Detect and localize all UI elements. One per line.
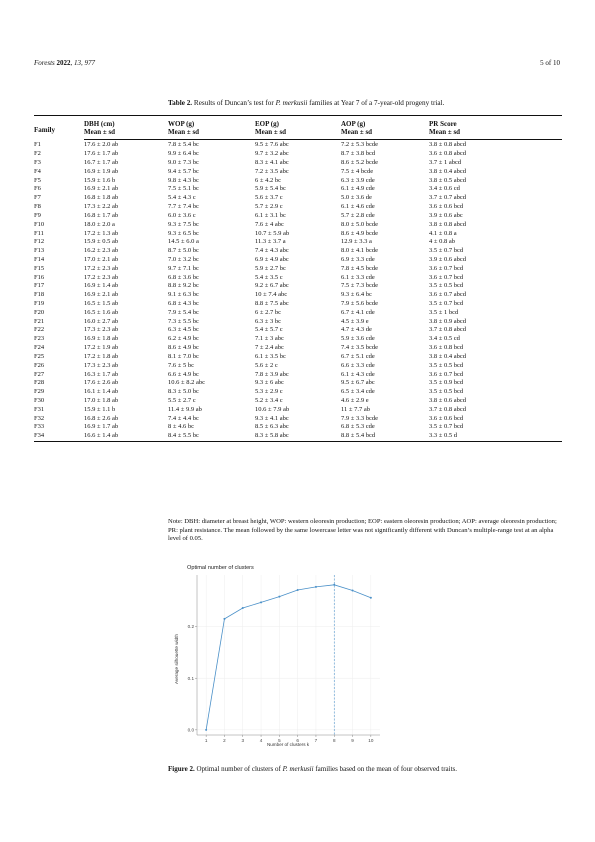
value-cell: 15.9 ± 0.5 ab [84, 238, 119, 246]
value-cell: 7.7 ± 7.4 bc [168, 203, 199, 211]
value-cell: 3.9 ± 0.6 abc [429, 211, 463, 219]
value-cell: 7.5 ± 5.1 bc [168, 185, 199, 193]
family-cell: F28 [34, 379, 45, 387]
value-cell: 17.0 ± 1.8 ab [84, 396, 119, 404]
value-cell: 5.4 ± 4.3 c [168, 194, 196, 202]
journal-year: 2022 [56, 59, 71, 67]
value-cell: 7.9 ± 5.6 bcde [341, 300, 378, 308]
data-point [315, 586, 317, 588]
value-cell: 3.6 ± 0.7 bcd [429, 264, 464, 272]
table-row [34, 177, 562, 186]
value-cell: 8.7 ± 3.8 bcd [341, 150, 376, 158]
value-cell: 6.8 ± 3.6 bc [168, 273, 199, 281]
table-caption [168, 99, 568, 107]
data-point [370, 597, 372, 599]
figure-caption-text-end: families based on the mean of four observed traits. [313, 765, 458, 773]
value-cell: 3.8 ± 0.9 abcd [429, 317, 466, 325]
data-point [223, 618, 225, 620]
table-caption-text-end: families at Year 7 of a 7-year-old progeny trial. [307, 99, 445, 107]
value-cell: 3.4 ± 0.6 cd [429, 185, 460, 193]
value-cell: 4.1 ± 0.8 a [429, 229, 457, 237]
family-cell: F21 [34, 317, 45, 325]
value-cell: 6.2 ± 4.9 bc [168, 335, 199, 343]
value-cell: 9.3 ± 4.1 abc [255, 414, 289, 422]
family-cell: F16 [34, 273, 45, 281]
table-note: Note: DBH: diameter at breast height, WOP: western oleoresin production; EOP: eastern oleoresin production; AOP: average oleoresin production; PR: plant resistance. The mean followed by the same lowercase letter was not significantly different with Duncan’s multiple-range test at an alpha level of 0.05. [168, 518, 557, 543]
chart-ylabel: Average silhouette width [174, 634, 179, 684]
value-cell: 7.4 ± 3.5 bcde [341, 344, 378, 352]
table-row [34, 212, 562, 221]
value-cell: 3.6 ± 0.6 bcd [429, 414, 464, 422]
x-tick-label: 10 [368, 738, 374, 743]
value-cell: 6.8 ± 5.3 cde [341, 423, 375, 431]
table-row [34, 344, 562, 353]
x-tick-label: 7 [314, 738, 318, 743]
value-cell: 6.8 ± 4.3 bc [168, 300, 199, 308]
family-cell: F8 [34, 203, 41, 211]
value-cell: 16.5 ± 1.5 ab [84, 300, 119, 308]
column-header-wop: WOP (g) [168, 120, 195, 128]
value-cell: 9.8 ± 4.3 bc [168, 176, 199, 184]
value-cell: 9.9 ± 6.4 bc [168, 150, 199, 158]
table-row [34, 362, 562, 371]
value-cell: 4.6 ± 2.9 e [341, 396, 369, 404]
value-cell: 17.3 ± 2.3 ab [84, 326, 119, 334]
value-cell: 6.9 ± 4.9 abc [255, 255, 289, 263]
value-cell: 6.6 ± 4.9 bc [168, 370, 199, 378]
family-cell: F2 [34, 150, 41, 158]
value-cell: 3.5 ± 0.5 bcd [429, 388, 464, 396]
running-header-journal [34, 59, 95, 67]
table-row [34, 388, 562, 397]
value-cell: 6.9 ± 3.3 cde [341, 255, 375, 263]
page-number: 5 of 10 [540, 59, 560, 67]
value-cell: 9.7 ± 7.1 bc [168, 264, 199, 272]
value-cell: 4 ± 0.8 ab [429, 238, 455, 246]
value-cell: 7.3 ± 5.5 bc [168, 317, 199, 325]
table-row [34, 423, 562, 432]
table-row [34, 397, 562, 406]
value-cell: 3.5 ± 0.9 bcd [429, 379, 464, 387]
table-row [34, 256, 562, 265]
value-cell: 5.9 ± 3.6 cde [341, 335, 375, 343]
value-cell: 6.1 ± 4.6 cde [341, 203, 375, 211]
value-cell: 3.6 ± 0.7 bcd [429, 273, 464, 281]
value-cell: 3.6 ± 0.8 abcd [429, 150, 466, 158]
value-cell: 5.4 ± 5.7 c [255, 326, 283, 334]
value-cell: 10.6 ± 8.2 abc [168, 379, 205, 387]
figure-species-name: P. merkusii [282, 765, 314, 773]
family-cell: F10 [34, 220, 45, 228]
value-cell: 6.1 ± 3.1 bc [255, 211, 286, 219]
family-cell: F9 [34, 211, 41, 219]
data-point [297, 589, 299, 591]
column-subheader: Mean ± sd [84, 128, 168, 140]
value-cell: 3.5 ± 1 bcd [429, 308, 459, 316]
table-body [34, 140, 562, 442]
table-row [34, 371, 562, 380]
value-cell: 8.3 ± 5.8 abc [255, 432, 341, 441]
table-row [34, 335, 562, 344]
value-cell: 7 ± 2.4 abc [255, 344, 284, 352]
value-cell: 10.6 ± 7.9 ab [255, 405, 290, 413]
value-cell: 16.9 ± 1.4 ab [84, 282, 119, 290]
value-cell: 6.3 ± 3.9 cde [341, 176, 375, 184]
value-cell: 3.8 ± 0.5 abcd [429, 176, 466, 184]
value-cell: 7.5 ± 4 bcde [341, 167, 374, 175]
value-cell: 7.6 ± 5 bc [168, 361, 194, 369]
value-cell: 6.5 ± 3.4 cde [341, 388, 375, 396]
x-tick-label: 9 [351, 738, 354, 743]
table-row [34, 291, 562, 300]
value-cell: 18.0 ± 2.0 a [84, 220, 115, 228]
family-cell: F30 [34, 396, 45, 404]
value-cell: 7.5 ± 7.3 bcde [341, 282, 378, 290]
data-point [278, 596, 280, 598]
value-cell: 3.8 ± 0.6 abcd [429, 396, 466, 404]
value-cell: 5.9 ± 5.4 bc [255, 185, 286, 193]
value-cell: 16.9 ± 1.7 ab [84, 423, 119, 431]
value-cell: 5.3 ± 2.9 c [255, 388, 283, 396]
value-cell: 3.7 ± 0.8 abcd [429, 405, 466, 413]
table-row [34, 300, 562, 309]
value-cell: 9.5 ± 6.7 abc [341, 379, 375, 387]
value-cell: 8 ± 4.6 bc [168, 423, 194, 431]
value-cell: 3.8 ± 0.8 abcd [429, 220, 466, 228]
x-tick-label: 2 [223, 738, 226, 743]
value-cell: 17.2 ± 2.3 ab [84, 273, 119, 281]
value-cell: 17.3 ± 2.3 ab [84, 361, 119, 369]
column-header-eop: EOP (g) [255, 120, 279, 128]
table-row [34, 150, 562, 159]
value-cell: 17.2 ± 1.3 ab [84, 229, 119, 237]
value-cell: 8.5 ± 6.3 abc [255, 423, 289, 431]
value-cell: 8.6 ± 4.9 bc [168, 344, 199, 352]
family-cell: F18 [34, 291, 45, 299]
table-row [34, 230, 562, 239]
value-cell: 6.3 ± 3 bc [255, 317, 281, 325]
family-cell: F11 [34, 229, 44, 237]
table-row [34, 238, 562, 247]
family-cell: F27 [34, 370, 45, 378]
value-cell: 6 ± 2.7 bc [255, 308, 281, 316]
data-point [242, 607, 244, 609]
value-cell: 7.8 ± 3.9 abc [255, 370, 289, 378]
table-row [34, 274, 562, 283]
value-cell: 8.8 ± 7.5 abc [255, 300, 289, 308]
value-cell: 16.7 ± 1.7 ab [84, 159, 119, 167]
table-row [34, 406, 562, 415]
family-cell: F24 [34, 344, 45, 352]
value-cell: 17.2 ± 1.8 ab [84, 352, 119, 360]
value-cell: 17.6 ± 1.7 ab [84, 150, 119, 158]
figure-label: Figure 2. [168, 765, 195, 773]
value-cell: 10.7 ± 5.9 ab [255, 229, 290, 237]
value-cell: 8.8 ± 5.4 bcd [341, 432, 429, 441]
value-cell: 5.7 ± 2.9 c [255, 203, 283, 211]
chart-xlabel: Number of clusters k [266, 742, 310, 747]
table-row [34, 379, 562, 388]
value-cell: 7.2 ± 5.3 bcde [341, 141, 378, 149]
table-row [34, 353, 562, 362]
value-cell: 8.0 ± 5.0 bcde [341, 220, 378, 228]
value-cell: 7.2 ± 3.5 abc [255, 167, 289, 175]
chart-title: Optimal number of clusters [187, 565, 254, 571]
family-cell: F25 [34, 352, 45, 360]
value-cell: 3.4 ± 0.5 cd [429, 335, 460, 343]
column-subheader: Mean ± sd [255, 128, 341, 140]
value-cell: 9.3 ± 7.5 bc [168, 220, 199, 228]
family-cell: F19 [34, 300, 45, 308]
value-cell: 17.6 ± 2.6 ab [84, 379, 119, 387]
value-cell: 8.1 ± 7.0 bc [168, 352, 199, 360]
species-name: P. merkusii [275, 99, 308, 107]
family-cell: F1 [34, 141, 41, 149]
value-cell: 8.7 ± 5.0 bc [168, 247, 199, 255]
value-cell: 8.6 ± 4.9 bcde [341, 229, 378, 237]
family-cell: F15 [34, 264, 45, 272]
value-cell: 10 ± 7.4 abc [255, 291, 288, 299]
value-cell: 15.9 ± 1.1 b [84, 405, 116, 413]
value-cell: 6.0 ± 3.6 c [168, 211, 196, 219]
value-cell: 9.5 ± 7.6 abc [255, 141, 289, 149]
x-tick-label: 5 [278, 738, 281, 743]
table-row [34, 185, 562, 194]
column-header-pr: PR Score [429, 120, 457, 128]
table-row [34, 140, 562, 150]
family-cell: F20 [34, 308, 45, 316]
table-row [34, 159, 562, 168]
table-row [34, 221, 562, 230]
value-cell: 8.3 ± 5.0 bc [168, 388, 199, 396]
value-cell: 7.4 ± 4.4 bc [168, 414, 199, 422]
family-cell: F17 [34, 282, 45, 290]
value-cell: 8.6 ± 5.2 bcde [341, 159, 378, 167]
value-cell: 17.6 ± 2.0 ab [84, 141, 119, 149]
value-cell: 3.7 ± 1 abcd [429, 159, 462, 167]
silhouette-chart [168, 559, 388, 749]
family-cell: F4 [34, 167, 41, 175]
column-header-dbh: DBH (cm) [84, 120, 115, 128]
family-cell: F3 [34, 159, 41, 167]
value-cell: 9.3 ± 6 abc [255, 379, 284, 387]
data-point [205, 729, 207, 731]
value-cell: 3.9 ± 0.6 abcd [429, 255, 466, 263]
journal-name: Forests [34, 59, 55, 67]
value-cell: 8.0 ± 4.1 bcde [341, 247, 378, 255]
value-cell: 17.0 ± 2.1 ab [84, 255, 119, 263]
value-cell: 16.1 ± 1.4 ab [84, 388, 119, 396]
value-cell: 16.0 ± 2.7 ab [84, 317, 119, 325]
value-cell: 9.7 ± 3.2 abc [255, 150, 289, 158]
value-cell: 3.6 ± 0.8 bcd [429, 344, 464, 352]
value-cell: 6.6 ± 3.3 cde [341, 361, 375, 369]
x-tick-label: 8 [332, 738, 336, 743]
column-header-aop: AOP (g) [341, 120, 366, 128]
table-row [34, 194, 562, 203]
family-cell: F33 [34, 423, 45, 431]
value-cell: 5.0 ± 3.6 de [341, 194, 372, 202]
value-cell: 7.9 ± 5.4 bc [168, 308, 199, 316]
value-cell: 3.8 ± 0.8 abcd [429, 141, 466, 149]
data-point [352, 589, 354, 591]
value-cell: 9.3 ± 6.5 bc [168, 229, 199, 237]
value-cell: 11.4 ± 9.9 ab [168, 405, 202, 413]
value-cell: 16.2 ± 2.3 ab [84, 247, 119, 255]
family-cell: F14 [34, 255, 45, 263]
y-tick-label: 0.0 [187, 727, 194, 733]
value-cell: 16.5 ± 1.6 ab [84, 308, 119, 316]
value-cell: 3.5 ± 0.7 bcd [429, 247, 464, 255]
value-cell: 3.6 ± 0.7 abcd [429, 291, 466, 299]
value-cell: 5.6 ± 3.7 c [255, 194, 283, 202]
value-cell: 3.8 ± 0.4 abcd [429, 167, 466, 175]
value-cell: 8.8 ± 9.2 bc [168, 282, 199, 290]
value-cell: 11.3 ± 3.7 a [255, 238, 286, 246]
journal-volume: , 13, 977 [70, 59, 95, 67]
family-cell: F13 [34, 247, 45, 255]
value-cell: 17.2 ± 1.9 ab [84, 344, 119, 352]
value-cell: 9.3 ± 6.4 bc [341, 291, 372, 299]
family-cell: F7 [34, 194, 41, 202]
value-cell: 6.7 ± 4.1 cde [341, 308, 375, 316]
table-row [34, 318, 562, 327]
value-cell: 6.3 ± 4.5 bc [168, 326, 199, 334]
value-cell: 16.3 ± 1.7 ab [84, 370, 119, 378]
value-cell: 17.3 ± 2.2 ab [84, 203, 119, 211]
table-row [34, 265, 562, 274]
table-row [34, 282, 562, 291]
value-cell: 3.5 ± 0.5 bcd [429, 361, 464, 369]
column-subheader: Mean ± sd [429, 128, 562, 140]
value-cell: 6.1 ± 3.3 cde [341, 273, 375, 281]
table-row [34, 415, 562, 424]
value-cell: 3.6 ± 0.7 bcd [429, 370, 464, 378]
value-cell: 15.9 ± 1.6 b [84, 176, 116, 184]
value-cell: 16.9 ± 2.1 ab [84, 185, 119, 193]
x-tick-label: 4 [259, 738, 263, 743]
table-caption-text: Results of Duncan’s test for [192, 99, 276, 107]
value-cell: 7.0 ± 3.2 bc [168, 255, 199, 263]
y-tick-label: 0.1 [187, 675, 194, 681]
chart-plot-area [188, 575, 380, 743]
value-cell: 5.7 ± 2.8 cde [341, 211, 375, 219]
results-table [34, 115, 562, 442]
value-cell: 16.6 ± 1.4 ab [84, 432, 168, 441]
value-cell: 5.5 ± 2.7 c [168, 396, 196, 404]
column-subheader: Mean ± sd [168, 128, 255, 140]
value-cell: 7.8 ± 5.4 bc [168, 141, 199, 149]
value-cell: 5.9 ± 2.7 bc [255, 264, 286, 272]
value-cell: 7.6 ± 4 abc [255, 220, 284, 228]
table-row [34, 247, 562, 256]
value-cell: 3.3 ± 0.5 d [429, 432, 562, 441]
x-tick-label: 6 [296, 738, 299, 743]
value-cell: 3.8 ± 0.4 abcd [429, 352, 466, 360]
value-cell: 9.2 ± 6.7 abc [255, 282, 289, 290]
value-cell: 4.5 ± 3.9 e [341, 317, 369, 325]
family-cell: F6 [34, 185, 41, 193]
value-cell: 3.7 ± 0.8 abcd [429, 326, 466, 334]
value-cell: 16.9 ± 1.9 ab [84, 167, 119, 175]
value-cell: 16.9 ± 2.1 ab [84, 291, 119, 299]
value-cell: 6.7 ± 5.1 cde [341, 352, 375, 360]
figure-caption-text: Optimal number of clusters of [194, 765, 283, 773]
data-point [260, 601, 262, 603]
table-row [34, 432, 562, 441]
value-cell: 8.4 ± 5.5 bc [168, 432, 255, 441]
value-cell: 6.1 ± 3.5 bc [255, 352, 286, 360]
value-cell: 7.4 ± 4.3 abc [255, 247, 289, 255]
family-cell: F23 [34, 335, 45, 343]
value-cell: 11 ± 7.7 ab [341, 405, 370, 413]
value-cell: 5.6 ± 2 c [255, 361, 278, 369]
family-cell: F32 [34, 414, 45, 422]
family-cell: F12 [34, 238, 45, 246]
family-cell: F31 [34, 405, 45, 413]
family-cell: F34 [34, 432, 84, 441]
value-cell: 14.5 ± 6.0 a [168, 238, 199, 246]
value-cell: 16.8 ± 2.6 ab [84, 414, 119, 422]
x-tick-label: 3 [241, 738, 245, 743]
column-header-family: Family [34, 125, 55, 134]
table-row [34, 203, 562, 212]
table-row [34, 168, 562, 177]
value-cell: 3.5 ± 0.5 bcd [429, 282, 464, 290]
data-point [333, 584, 335, 586]
value-cell: 3.5 ± 0.7 bcd [429, 300, 464, 308]
value-cell: 8.3 ± 4.1 abc [255, 159, 289, 167]
value-cell: 7.1 ± 3 abc [255, 335, 284, 343]
column-subheader: Mean ± sd [341, 128, 429, 140]
value-cell: 16.8 ± 1.8 ab [84, 194, 119, 202]
value-cell: 4.7 ± 4.3 de [341, 326, 372, 334]
figure-caption [168, 765, 457, 773]
value-cell: 9.0 ± 7.3 bc [168, 159, 199, 167]
family-cell: F5 [34, 176, 41, 184]
x-tick-label: 1 [204, 738, 208, 743]
table-row [34, 309, 562, 318]
family-cell: F26 [34, 361, 45, 369]
value-cell: 9.1 ± 6.3 bc [168, 291, 199, 299]
value-cell: 6.1 ± 4.3 cde [341, 370, 375, 378]
value-cell: 3.6 ± 0.6 bcd [429, 203, 464, 211]
value-cell: 16.8 ± 1.7 ab [84, 211, 119, 219]
value-cell: 5.4 ± 3.5 c [255, 273, 283, 281]
y-tick-label: 0.2 [187, 624, 194, 630]
value-cell: 5.2 ± 3.4 c [255, 396, 283, 404]
value-cell: 17.2 ± 2.3 ab [84, 264, 119, 272]
table-label: Table 2. [168, 99, 193, 107]
family-cell: F29 [34, 388, 45, 396]
value-cell: 6.1 ± 4.9 cde [341, 185, 375, 193]
value-cell: 7.8 ± 4.5 bcde [341, 264, 378, 272]
value-cell: 9.4 ± 5.7 bc [168, 167, 199, 175]
family-cell: F22 [34, 326, 45, 334]
table-row [34, 326, 562, 335]
value-cell: 16.9 ± 1.8 ab [84, 335, 119, 343]
value-cell: 3.5 ± 0.7 bcd [429, 423, 464, 431]
value-cell: 6 ± 4.2 bc [255, 176, 281, 184]
value-cell: 7.9 ± 3.3 bcde [341, 414, 378, 422]
value-cell: 12.9 ± 3.3 a [341, 238, 372, 246]
value-cell: 3.7 ± 0.7 abcd [429, 194, 466, 202]
